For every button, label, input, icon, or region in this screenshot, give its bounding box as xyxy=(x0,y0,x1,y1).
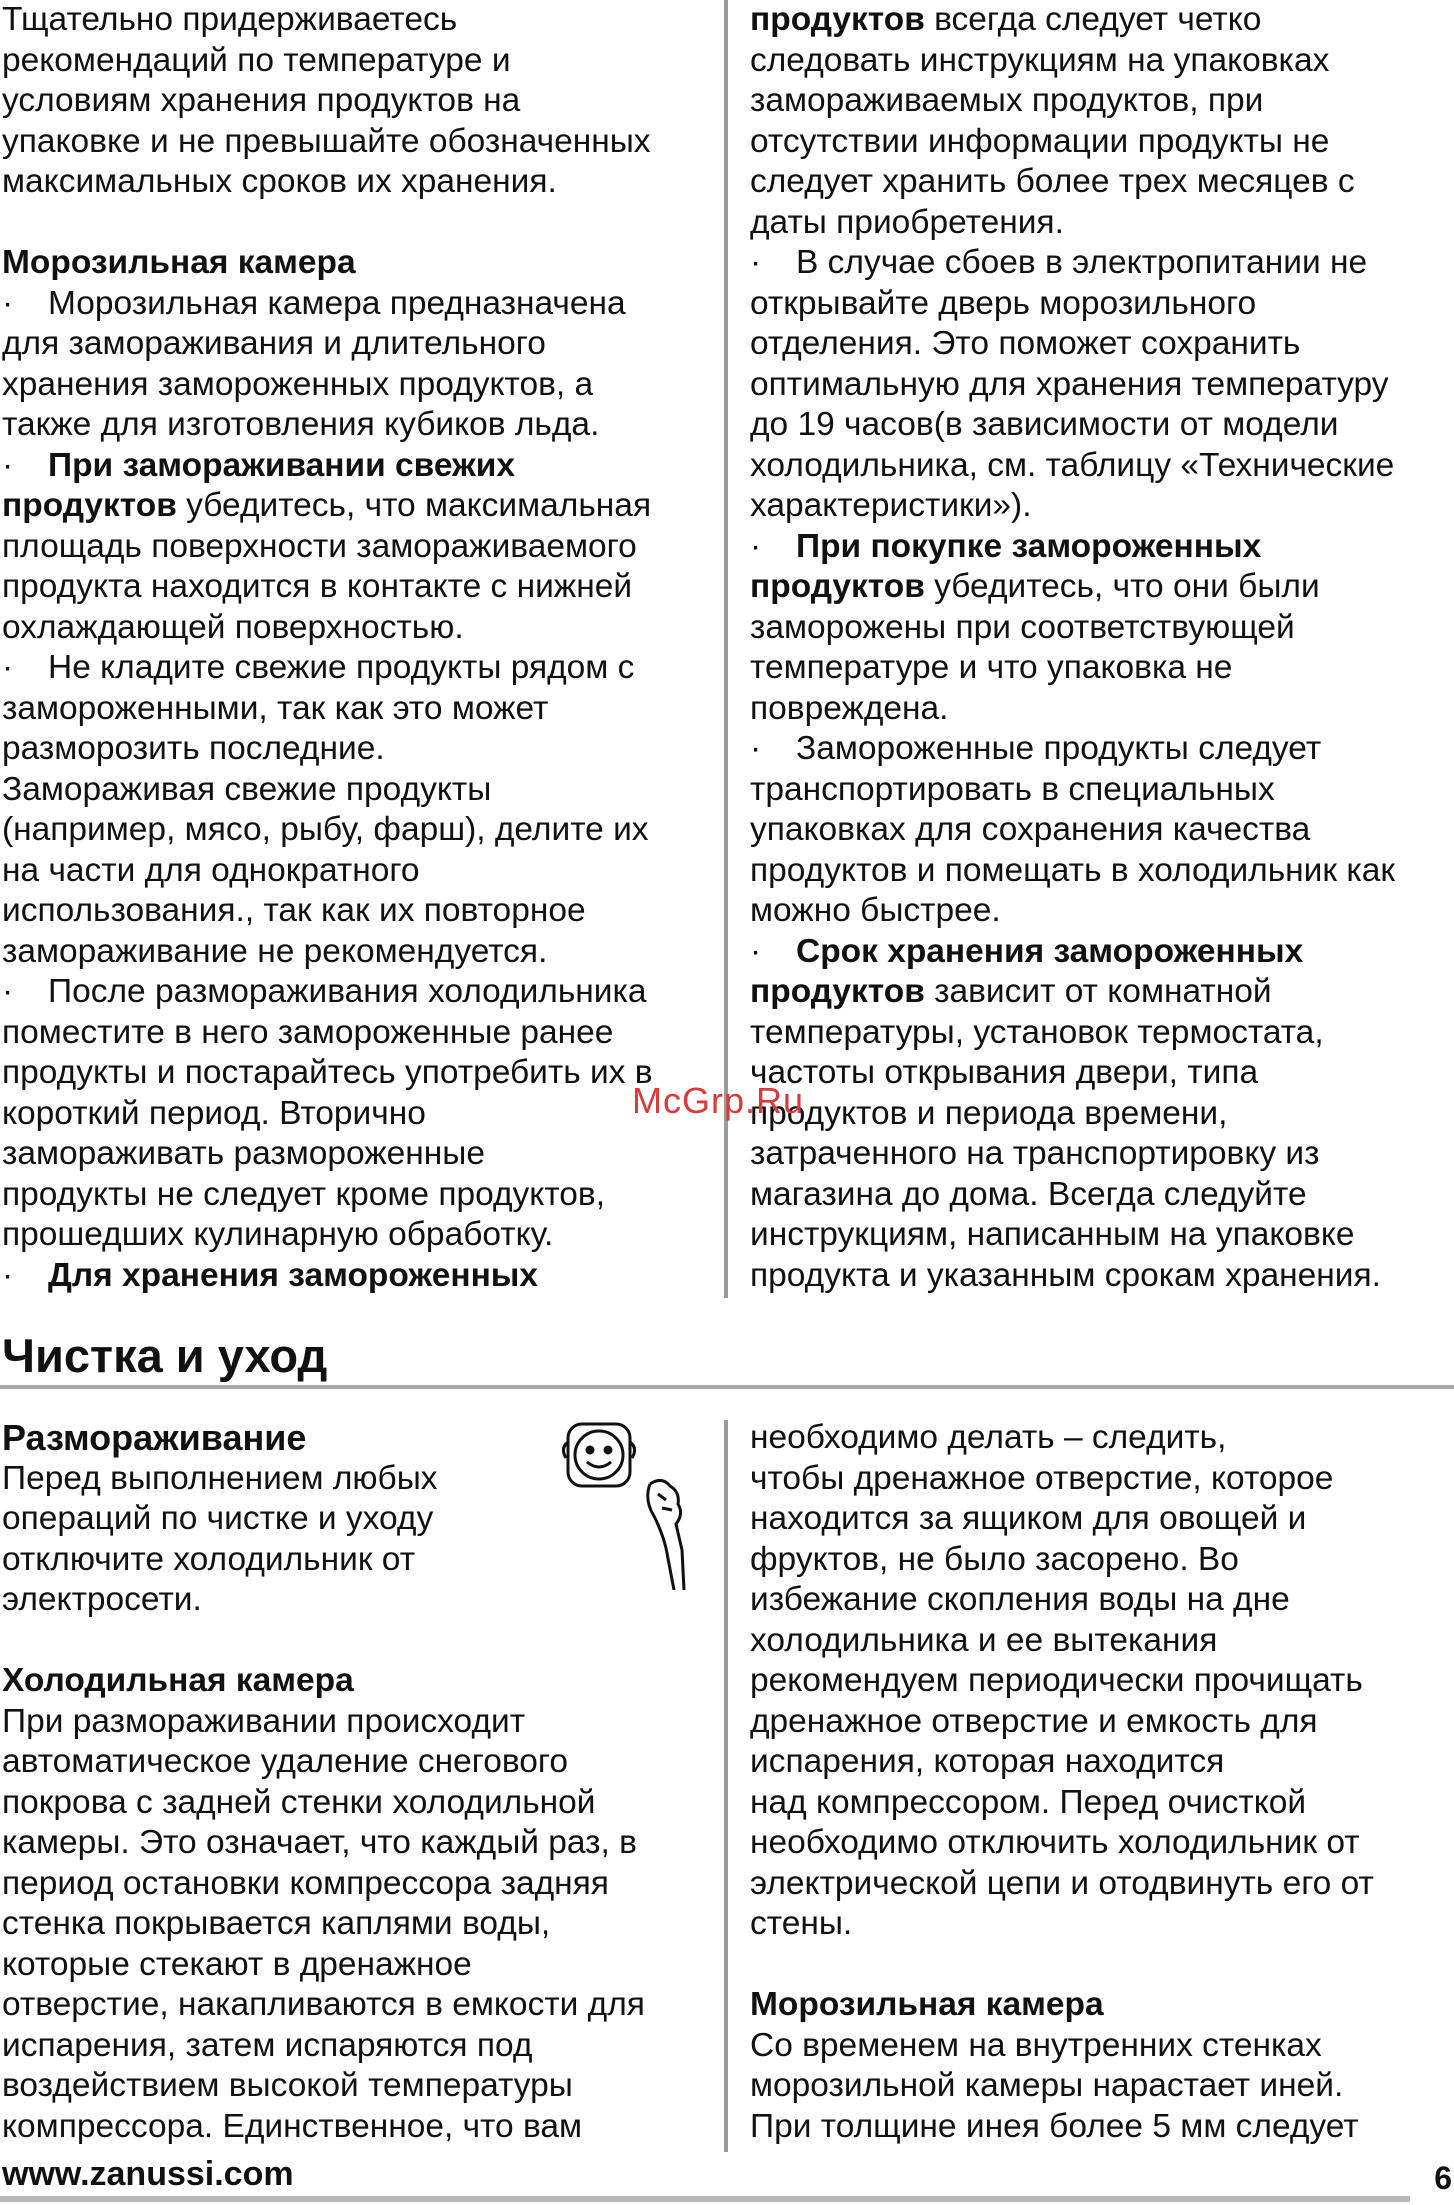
bold-phrase: продуктов xyxy=(750,973,925,1010)
column-divider-bottom xyxy=(724,1420,728,2152)
line-text: находится за ящиком для овощей и xyxy=(750,1500,1307,1537)
line-text: замораживаемых продуктов, при xyxy=(750,82,1264,119)
text-line xyxy=(2,324,714,365)
bullet-marker: · xyxy=(750,527,762,565)
line-text: стены. xyxy=(750,1905,853,1942)
text-line xyxy=(2,1823,714,1864)
text-line xyxy=(750,1499,1454,1540)
text-line xyxy=(2,1904,714,1945)
text-line xyxy=(750,810,1454,851)
bullet-marker: · xyxy=(750,730,762,767)
line-text: автоматическое удаление снегового xyxy=(2,1743,569,1780)
bullet-line xyxy=(2,446,714,487)
unplug-power-icon xyxy=(558,1420,708,1590)
line-text: После размораживания холодильника xyxy=(48,973,647,1010)
bullet-line xyxy=(2,648,714,689)
line-text: даты приобретения. xyxy=(750,203,1064,241)
line-text: использования., так как их повторное xyxy=(2,892,586,929)
bullet-line xyxy=(750,527,1454,568)
line-text: транспортировать в специальных xyxy=(750,770,1275,808)
text-line xyxy=(750,365,1454,406)
line-text: электрической цепи и отодвинуть его от xyxy=(750,1864,1374,1902)
bullet-line xyxy=(2,972,714,1013)
text-line xyxy=(750,972,1454,1013)
line-text: стенка покрывается каплями воды, xyxy=(2,1905,551,1942)
text-line xyxy=(750,203,1454,244)
subheading: Холодильная камера xyxy=(2,1662,354,1699)
line-text: всегда следует четко xyxy=(924,1,1262,38)
paragraph-gap xyxy=(2,203,714,244)
text-line xyxy=(750,1215,1454,1256)
line-text: Замороженные продукты следует xyxy=(796,730,1322,767)
text-line xyxy=(750,689,1454,730)
line-text: разморозить последние. xyxy=(2,730,385,767)
text-line xyxy=(2,81,714,122)
line-text: поместите в него замороженные ранее xyxy=(2,1013,614,1051)
text-line xyxy=(750,1256,1454,1297)
line-text: условиям хранения продуктов на xyxy=(2,82,521,119)
line-text: камеры. Это означает, что каждый раз, в xyxy=(2,1824,637,1861)
text-line xyxy=(2,1945,714,1986)
line-text: Морозильная камера предназначена xyxy=(48,284,626,322)
bold-phrase: При покупке замороженных xyxy=(796,527,1262,565)
text-line xyxy=(2,122,714,163)
line-text: следует хранить более трех месяцев с xyxy=(750,163,1355,200)
top-right-column xyxy=(750,0,1454,1296)
text-line xyxy=(750,851,1454,892)
text-line xyxy=(2,932,714,973)
text-line xyxy=(750,405,1454,446)
line-text: Не кладите свежие продукты рядом с xyxy=(48,649,635,686)
line-text: операций по чистке и уходу xyxy=(2,1500,434,1537)
watermark: McGrp.Ru xyxy=(632,1080,805,1121)
text-line xyxy=(750,648,1454,689)
bullet-line xyxy=(2,284,714,325)
text-line xyxy=(750,1459,1454,1500)
text-line xyxy=(2,689,714,730)
text-line xyxy=(2,851,714,892)
text-line xyxy=(750,1823,1454,1864)
text-line xyxy=(2,770,714,811)
line-text: отключите холодильник от xyxy=(2,1540,416,1578)
line-text: холодильника и ее вытекания xyxy=(750,1621,1218,1659)
line-text: короткий период. Вторично xyxy=(2,1094,426,1132)
line-text: Со временем на внутренних стенках xyxy=(750,2026,1322,2064)
text-line xyxy=(750,891,1454,932)
text-line xyxy=(750,608,1454,649)
text-line xyxy=(2,405,714,446)
line-text: упаковках для сохранения качества xyxy=(750,811,1311,848)
line-text: на части для однократного xyxy=(2,851,420,889)
text-line xyxy=(2,1175,714,1216)
line-text: избежание скопления воды на дне xyxy=(750,1581,1290,1618)
line-text: чтобы дренажное отверстие, которое xyxy=(750,1459,1334,1497)
line-text: замораживание не рекомендуется. xyxy=(2,932,548,970)
paragraph-gap xyxy=(2,1621,714,1662)
line-text: рекомендаций по температуре и xyxy=(2,41,511,79)
text-line xyxy=(2,162,714,203)
text-line xyxy=(2,1985,714,2026)
line-text: над компрессором. Перед очисткой xyxy=(750,1783,1307,1821)
section-rule xyxy=(0,1385,1454,1389)
text-line xyxy=(2,1013,714,1054)
line-text: магазина до дома. Всегда следуйте xyxy=(750,1175,1307,1213)
line-text: необходимо отключить холодильник от xyxy=(750,1824,1360,1861)
line-text: убедитесь, что максимальная xyxy=(176,487,652,524)
line-text: продуктов и помещать в холодильник как xyxy=(750,851,1396,889)
subheading: Морозильная камера xyxy=(2,244,356,281)
line-text: период остановки компрессора задняя xyxy=(2,1864,609,1902)
text-line xyxy=(750,2107,1454,2148)
bullet-line xyxy=(750,729,1454,770)
text-line xyxy=(2,1134,714,1175)
line-text: Перед выполнением любых xyxy=(2,1459,438,1497)
text-line xyxy=(2,41,714,82)
text-line xyxy=(750,284,1454,325)
text-line xyxy=(750,1742,1454,1783)
text-line xyxy=(750,486,1454,527)
text-line xyxy=(2,2107,714,2148)
text-line xyxy=(750,122,1454,163)
line-text: до 19 часов(в зависимости от модели xyxy=(750,406,1339,443)
text-line xyxy=(2,567,714,608)
line-text: прошедших кулинарную обработку. xyxy=(2,1216,554,1253)
text-line xyxy=(2,1094,714,1135)
top-left-column xyxy=(2,0,714,1296)
line-text: максимальных сроков их хранения. xyxy=(2,163,557,200)
bullet-marker: · xyxy=(2,973,14,1010)
text-line xyxy=(750,1621,1454,1662)
line-text: частоты открывания двери, типа xyxy=(750,1054,1259,1091)
text-line xyxy=(750,0,1454,41)
bullet-marker: · xyxy=(2,1256,14,1294)
line-text: продуктов и периода времени, xyxy=(750,1094,1228,1132)
line-text: компрессора. Единственное, что вам xyxy=(2,2107,583,2145)
text-line xyxy=(750,1013,1454,1054)
text-line xyxy=(2,486,714,527)
line-text: воздействием высокой температуры xyxy=(2,2067,573,2104)
text-line xyxy=(2,1053,714,1094)
bold-phrase: Для хранения замороженных xyxy=(48,1256,539,1294)
line-text: рекомендуем периодически прочищать xyxy=(750,1662,1363,1699)
text-line xyxy=(750,1053,1454,1094)
text-line xyxy=(2,2026,714,2067)
line-text: испарения, которая находится xyxy=(750,1743,1225,1780)
page-number: 6 xyxy=(1434,2160,1452,2196)
text-line xyxy=(2,891,714,932)
line-text: оптимальную для хранения температуру xyxy=(750,365,1389,403)
line-text: морозильной камеры нарастает иней. xyxy=(750,2067,1344,2104)
bullet-marker: · xyxy=(750,932,762,970)
bold-phrase: При замораживании свежих xyxy=(48,446,515,484)
text-line xyxy=(750,324,1454,365)
bold-phrase: Срок хранения замороженных xyxy=(796,932,1304,970)
text-line xyxy=(2,1702,714,1743)
bullet-marker: · xyxy=(2,446,14,484)
subheading: Размораживание xyxy=(2,1417,307,1458)
line-text: (например, мясо, рыбу, фарш), делите их xyxy=(2,811,649,848)
text-line xyxy=(750,1580,1454,1621)
line-text: которые стекают в дренажное xyxy=(2,1945,472,1983)
section-title: Чистка и уход xyxy=(2,1329,328,1382)
text-line xyxy=(750,41,1454,82)
line-text: открывайте дверь морозильного xyxy=(750,284,1257,322)
line-text: затраченного на транспортировку из xyxy=(750,1135,1320,1172)
text-line xyxy=(2,1864,714,1905)
line-text: отверстие, накапливаются в емкости для xyxy=(2,1986,645,2023)
text-line xyxy=(750,446,1454,487)
line-text: продукта находится в контакте с нижней xyxy=(2,568,633,605)
line-text: холодильника, см. таблицу «Технические xyxy=(750,446,1395,484)
line-text: продукты не следует кроме продуктов, xyxy=(2,1175,606,1213)
subheading: Морозильная камера xyxy=(750,1986,1104,2023)
text-line xyxy=(2,810,714,851)
text-line xyxy=(2,527,714,568)
text-line xyxy=(2,365,714,406)
line-text: хранения замороженных продуктов, а xyxy=(2,365,594,403)
line-text: заморожены при соответствующей xyxy=(750,608,1295,646)
bold-phrase: продуктов xyxy=(2,487,177,524)
text-line xyxy=(750,1418,1454,1459)
text-line xyxy=(750,2026,1454,2067)
text-line xyxy=(2,729,714,770)
footer-rule xyxy=(0,2196,1410,2202)
line-text: инструкциям, написанным на упаковке xyxy=(750,1216,1355,1253)
text-line xyxy=(750,1134,1454,1175)
text-line xyxy=(750,770,1454,811)
bullet-line xyxy=(750,932,1454,973)
line-text: В случае сбоев в электропитании не xyxy=(796,244,1368,281)
bottom-right-column xyxy=(750,1418,1454,2147)
bullet-marker: · xyxy=(750,244,762,281)
line-text: характеристики»). xyxy=(750,487,1032,524)
text-line xyxy=(750,1175,1454,1216)
text-line xyxy=(2,1783,714,1824)
line-text: необходимо делать – следить, xyxy=(750,1419,1227,1456)
text-line xyxy=(750,1702,1454,1743)
paragraph-gap xyxy=(750,1945,1454,1986)
text-line xyxy=(750,162,1454,203)
text-line xyxy=(750,1661,1454,1702)
line-text: фруктов, не было засорено. Во xyxy=(750,1540,1239,1578)
text-line xyxy=(2,1742,714,1783)
text-line xyxy=(2,2066,714,2107)
bullet-marker: · xyxy=(2,284,14,322)
text-line xyxy=(750,567,1454,608)
line-text: испарения, затем испаряются под xyxy=(2,2026,533,2064)
line-text: При размораживании происходит xyxy=(2,1702,526,1740)
bullet-line xyxy=(2,1256,714,1297)
line-text: отсутствии информации продукты не xyxy=(750,122,1330,160)
line-text: зависит от комнатной xyxy=(924,973,1272,1010)
line-text: упаковке и не превышайте обозначенных xyxy=(2,122,651,160)
line-text: замороженными, так как это может xyxy=(2,689,549,727)
line-text: отделения. Это поможет сохранить xyxy=(750,325,1301,362)
line-text: замораживать размороженные xyxy=(2,1135,486,1172)
line-text: Замораживая свежие продукты xyxy=(2,770,492,808)
text-line xyxy=(750,1904,1454,1945)
line-text: Тщательно придерживаетесь xyxy=(2,1,458,38)
line-text: площадь поверхности замораживаемого xyxy=(2,527,637,565)
line-text: можно быстрее. xyxy=(750,892,1001,929)
text-line xyxy=(750,2066,1454,2107)
bullet-line xyxy=(750,243,1454,284)
line-text: электросети. xyxy=(2,1581,202,1618)
line-text: покрова с задней стенки холодильной xyxy=(2,1783,596,1821)
line-text: продукта и указанным срокам хранения. xyxy=(750,1256,1381,1294)
line-text: следовать инструкциям на упаковках xyxy=(750,41,1330,79)
text-line xyxy=(2,0,714,41)
line-text: повреждена. xyxy=(750,689,949,727)
text-line xyxy=(750,1540,1454,1581)
bold-phrase: продуктов xyxy=(750,1,925,38)
bullet-marker: · xyxy=(2,649,14,686)
footer-url[interactable]: www.zanussi.com xyxy=(2,2155,294,2193)
line-text: продукты и постарайтесь употребить их в xyxy=(2,1054,653,1091)
line-text: температуре и что упаковка не xyxy=(750,649,1233,686)
text-line xyxy=(750,1864,1454,1905)
text-line xyxy=(750,81,1454,122)
text-line xyxy=(750,1783,1454,1824)
text-line xyxy=(750,1094,1454,1135)
line-text: убедитесь, что они были xyxy=(924,568,1320,605)
line-text: также для изготовления кубиков льда. xyxy=(2,406,600,443)
line-text: При толщине инея более 5 мм следует xyxy=(750,2107,1359,2145)
line-text: для замораживания и длительного xyxy=(2,325,546,362)
line-text: дренажное отверстие и емкость для xyxy=(750,1702,1318,1740)
line-text: охлаждающей поверхностью. xyxy=(2,608,464,646)
bold-phrase: продуктов xyxy=(750,568,925,605)
line-text: температуры, установок термостата, xyxy=(750,1013,1324,1051)
text-line xyxy=(2,1215,714,1256)
text-line xyxy=(2,608,714,649)
